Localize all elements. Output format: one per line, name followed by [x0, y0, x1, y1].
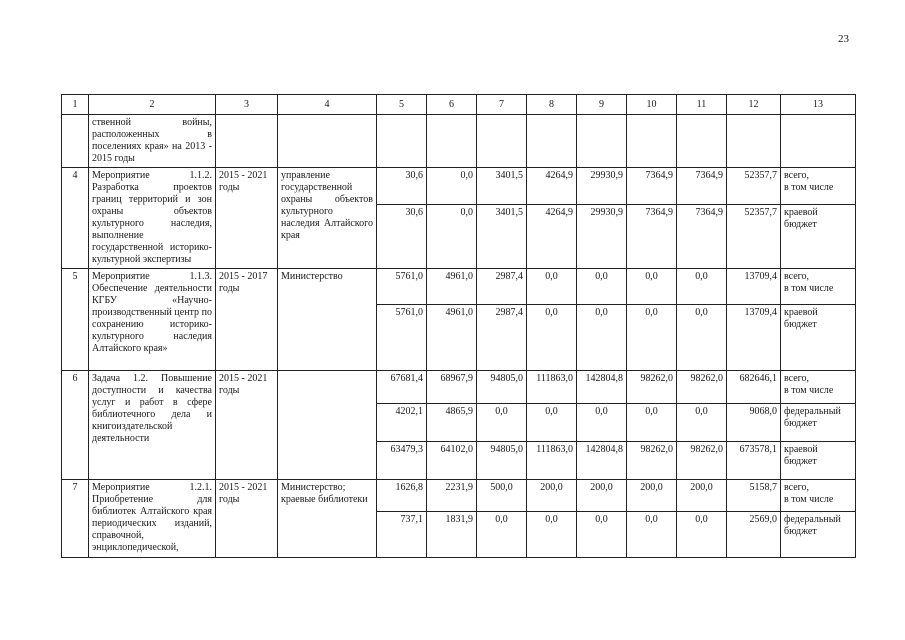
header-cell: 13	[781, 95, 856, 115]
value-cell: 0,0	[427, 204, 477, 268]
value-cell: 4202,1	[377, 404, 427, 442]
value-cell: 500,0	[477, 480, 527, 512]
funding-source: краевой бюджет	[781, 204, 856, 268]
value-cell: 111863,0	[527, 371, 577, 404]
value-cell: 2987,4	[477, 269, 527, 305]
value-cell: 98262,0	[627, 442, 677, 480]
value-cell: 0,0	[527, 305, 577, 371]
value-cell: 63479,3	[377, 442, 427, 480]
value-cell: 2987,4	[477, 305, 527, 371]
table-row	[62, 480, 856, 512]
header-cell: 5	[377, 95, 427, 115]
value-cell: 98262,0	[677, 442, 727, 480]
value-cell: 13709,4	[727, 305, 781, 371]
value-cell: 0,0	[677, 269, 727, 305]
header-cell: 6	[427, 95, 477, 115]
value-cell: 30,6	[377, 168, 427, 205]
value-cell: 0,0	[577, 269, 627, 305]
value-cell: 0,0	[477, 512, 527, 558]
executor	[278, 371, 377, 480]
value-cell: 3401,5	[477, 204, 527, 268]
row-number: 4	[62, 168, 89, 269]
value-cell: 0,0	[527, 512, 577, 558]
header-cell: 1	[62, 95, 89, 115]
row-number: 7	[62, 480, 89, 558]
value-cell: 13709,4	[727, 269, 781, 305]
value-cell: 7364,9	[677, 204, 727, 268]
value-cell: 52357,7	[727, 204, 781, 268]
header-cell: 4	[278, 95, 377, 115]
value-cell: 7364,9	[627, 204, 677, 268]
value-cell: 98262,0	[627, 371, 677, 404]
header-row	[62, 95, 856, 115]
value-cell: 673578,1	[727, 442, 781, 480]
value-cell: 0,0	[477, 404, 527, 442]
table-row	[62, 371, 856, 404]
value-cell: 7364,9	[677, 168, 727, 205]
value-cell: 7364,9	[627, 168, 677, 205]
value-cell: 142804,8	[577, 442, 627, 480]
value-cell: 0,0	[527, 404, 577, 442]
value-cell: 0,0	[527, 269, 577, 305]
period: 2015 - 2017 годы	[216, 269, 278, 371]
period: 2015 - 2021 годы	[216, 480, 278, 558]
header-cell: 11	[677, 95, 727, 115]
value-cell: 0,0	[677, 404, 727, 442]
funding-source: всего, в том числе	[781, 371, 856, 404]
funding-source: краевой бюджет	[781, 305, 856, 371]
value-cell: 0,0	[677, 305, 727, 371]
value-cell: 0,0	[627, 512, 677, 558]
value-cell: 94805,0	[477, 371, 527, 404]
funding-source: федеральный бюджет	[781, 512, 856, 558]
executor: Министерство	[278, 269, 377, 371]
value-cell: 200,0	[527, 480, 577, 512]
activity-name: Мероприятие 1.1.3. Обеспечение деятельности КГБУ «Научно-производственный центр по сохранению историко-культурного наследия Алтайского края»	[89, 269, 216, 371]
value-cell: 142804,8	[577, 371, 627, 404]
value-cell: 1626,8	[377, 480, 427, 512]
value-cell: 0,0	[627, 305, 677, 371]
header-cell: 3	[216, 95, 278, 115]
header-cell: 7	[477, 95, 527, 115]
continuation-row	[62, 115, 856, 168]
funding-source: всего, в том числе	[781, 480, 856, 512]
table-row	[62, 168, 856, 205]
value-cell: 0,0	[427, 168, 477, 205]
value-cell: 1831,9	[427, 512, 477, 558]
executor: управление государственной охраны объектов культурного наследия Алтайского края	[278, 168, 377, 269]
value-cell: 4961,0	[427, 269, 477, 305]
activity-name: Задача 1.2. Повышение доступности и качества услуг и работ в сфере библиотечного дела и книгоиздательской деятельности	[89, 371, 216, 480]
header-cell: 8	[527, 95, 577, 115]
value-cell: 0,0	[627, 269, 677, 305]
value-cell: 5761,0	[377, 305, 427, 371]
value-cell: 5761,0	[377, 269, 427, 305]
page-number: 23	[838, 33, 849, 45]
value-cell: 4961,0	[427, 305, 477, 371]
program-table	[61, 94, 856, 558]
value-cell: 200,0	[677, 480, 727, 512]
continuation-name: ственной войны, расположенных в поселениях края» на 2013 - 2015 годы	[89, 115, 216, 168]
period: 2015 - 2021 годы	[216, 371, 278, 480]
value-cell: 5158,7	[727, 480, 781, 512]
activity-name: Мероприятие 1.2.1. Приобретение для библиотек Алтайского края периодических изданий, справочной, энциклопедической,	[89, 480, 216, 558]
header-cell: 10	[627, 95, 677, 115]
row-number: 6	[62, 371, 89, 480]
value-cell: 0,0	[577, 512, 627, 558]
funding-source: всего, в том числе	[781, 168, 856, 205]
funding-source: краевой бюджет	[781, 442, 856, 480]
value-cell: 9068,0	[727, 404, 781, 442]
header-cell: 2	[89, 95, 216, 115]
table-row	[62, 269, 856, 305]
value-cell: 0,0	[577, 404, 627, 442]
value-cell: 200,0	[577, 480, 627, 512]
period: 2015 - 2021 годы	[216, 168, 278, 269]
value-cell: 682646,1	[727, 371, 781, 404]
activity-name: Мероприятие 1.1.2. Разработка проектов границ территорий и зон охраны объектов культурного наследия, выполнение государственной историко-культурной экспертизы	[89, 168, 216, 269]
value-cell: 3401,5	[477, 168, 527, 205]
value-cell: 4865,9	[427, 404, 477, 442]
value-cell: 737,1	[377, 512, 427, 558]
value-cell: 30,6	[377, 204, 427, 268]
value-cell: 2569,0	[727, 512, 781, 558]
value-cell: 0,0	[627, 404, 677, 442]
header-cell: 12	[727, 95, 781, 115]
value-cell: 4264,9	[527, 168, 577, 205]
value-cell: 68967,9	[427, 371, 477, 404]
value-cell: 29930,9	[577, 168, 627, 205]
value-cell: 0,0	[677, 512, 727, 558]
value-cell: 64102,0	[427, 442, 477, 480]
value-cell: 98262,0	[677, 371, 727, 404]
header-cell: 9	[577, 95, 627, 115]
executor: Министерство; краевые библиотеки	[278, 480, 377, 558]
value-cell: 94805,0	[477, 442, 527, 480]
value-cell: 2231,9	[427, 480, 477, 512]
value-cell: 52357,7	[727, 168, 781, 205]
value-cell: 4264,9	[527, 204, 577, 268]
value-cell: 200,0	[627, 480, 677, 512]
value-cell: 0,0	[577, 305, 627, 371]
value-cell: 67681,4	[377, 371, 427, 404]
row-number: 5	[62, 269, 89, 371]
value-cell: 29930,9	[577, 204, 627, 268]
funding-source: всего, в том числе	[781, 269, 856, 305]
value-cell: 111863,0	[527, 442, 577, 480]
funding-source: федеральный бюджет	[781, 404, 856, 442]
